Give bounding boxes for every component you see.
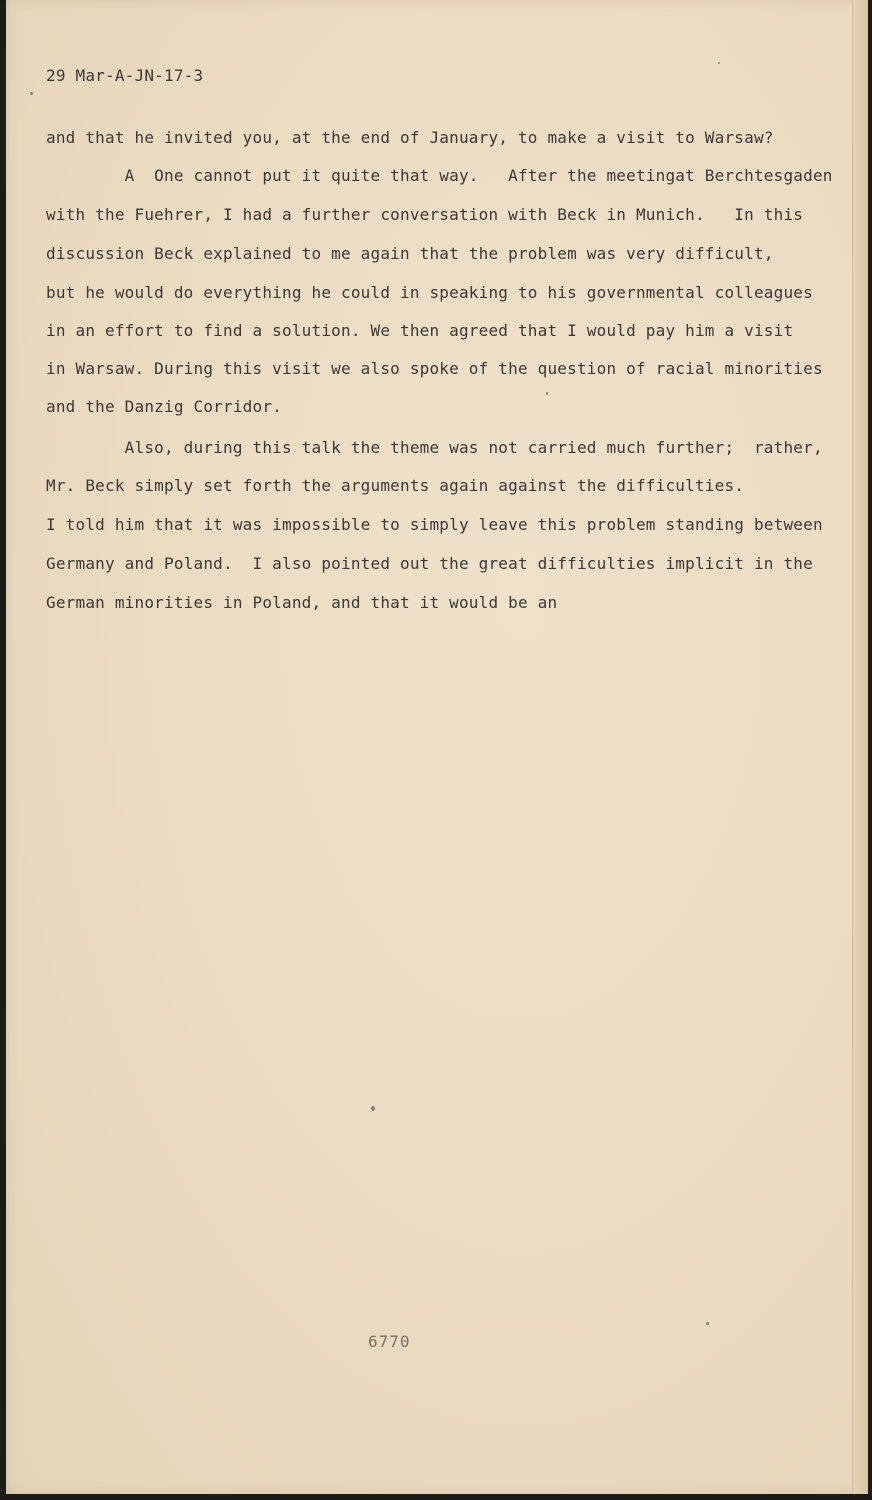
- text-line-6: in an effort to find a solution. We then agreed that I would pay him a visit: [46, 321, 794, 340]
- text-line-3: with the Fuehrer, I had a further conversation with Beck in Munich. In this: [46, 205, 804, 224]
- text-line-1: and that he invited you, at the end of January, to make a visit to Warsaw?: [46, 128, 774, 147]
- text-line-9: Also, during this talk the theme was not carried much further; rather,: [46, 438, 823, 457]
- paper-speck: [718, 62, 720, 64]
- document-header: 29 Mar-A-JN-17-3: [46, 66, 204, 85]
- text-line-4: discussion Beck explained to me again that the problem was very difficult,: [46, 244, 774, 263]
- text-line-5: but he would do everything he could in speaking to his governmental colleagues: [46, 283, 813, 302]
- paper-speck: [546, 392, 548, 395]
- text-line-12: Germany and Poland. I also pointed out the great difficulties implicit in the: [46, 554, 813, 573]
- text-line-13: German minorities in Poland, and that it would be an: [46, 593, 558, 612]
- text-line-2: A One cannot put it quite that way. After the meetingat Berchtesgaden: [46, 166, 833, 185]
- page-number: 6770: [368, 1332, 411, 1351]
- text-line-11: I told him that it was impossible to simply leave this problem standing between: [46, 515, 823, 534]
- page-edge: [852, 0, 867, 1494]
- paper-speck: [706, 1322, 709, 1325]
- paper-speck: [30, 92, 33, 95]
- paper-speck: [371, 1106, 375, 1111]
- text-line-8: and the Danzig Corridor.: [46, 397, 282, 416]
- text-line-7: in Warsaw. During this visit we also spoke of the question of racial minorities: [46, 359, 823, 378]
- text-line-10: Mr. Beck simply set forth the arguments again against the difficulties.: [46, 476, 745, 495]
- document-page: [6, 0, 868, 1494]
